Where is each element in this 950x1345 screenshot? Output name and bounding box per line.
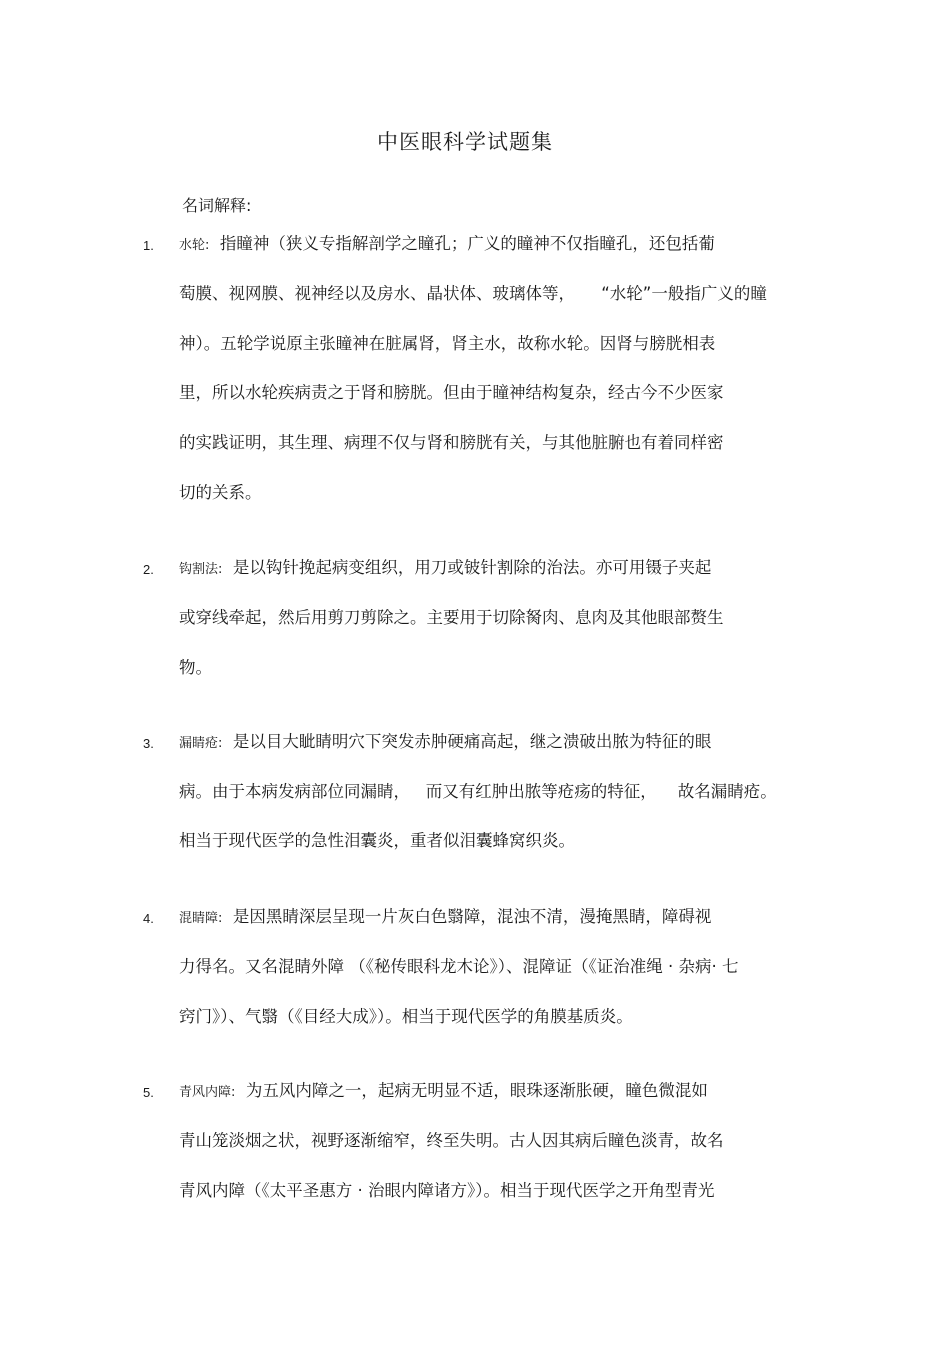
entry-line (179, 1078, 708, 1104)
entry-number: 2. (143, 562, 154, 577)
entry-line: 病。由于本病发病部位同漏睛， 而又有红肿出脓等疮疡的特征， 故名漏睛疮。 (179, 782, 777, 801)
entry-text: 是因黑睛深层呈现一片灰白色翳障，混浊不清，漫掩黑睛，障碍视 (222, 907, 712, 926)
entry-number: 5. (143, 1085, 154, 1100)
entry-line: 的实践证明，其生理、病理不仅与肾和膀胱有关，与其他脏腑也有着同样密 (179, 433, 724, 452)
entry-text: 是以目大眦睛明穴下突发赤肿硬痛高起，继之溃破出脓为特征的眼 (222, 732, 712, 751)
entry-line: 相当于现代医学的急性泪囊炎，重者似泪囊蜂窝织炎。 (179, 831, 575, 850)
entry-line (179, 555, 711, 581)
entry-term: 钩割法: (179, 562, 223, 577)
entry-line: 力得名。又名混睛外障 （《秘传眼科龙木论》）、混障证（《证治准绳 · 杂病· 七 (179, 957, 739, 976)
entry-number: 1. (143, 238, 154, 253)
entry-line (179, 729, 711, 755)
entry-line: 神）。五轮学说原主张瞳神在脏属肾，肾主水，故称水轮。因肾与膀胱相表 (179, 334, 716, 353)
entry-number: 3. (143, 736, 154, 751)
entry-term: 青风内障: (179, 1085, 236, 1100)
entry-line: 或穿线牵起，然后用剪刀剪除之。主要用于切除胬肉、息肉及其他眼部赘生 (179, 608, 724, 627)
entry-line (179, 904, 711, 930)
entry-line: 切的关系。 (179, 483, 262, 502)
entry-line (179, 231, 715, 257)
entry-text: 指瞳神（狭义专指解剖学之瞳孔；广义的瞳神不仅指瞳孔，还包括葡 (209, 234, 715, 253)
entry-text: 为五风内障之一，起病无明显不适，眼珠逐渐胀硬，瞳色微混如 (235, 1081, 708, 1100)
entry-number: 4. (143, 911, 154, 926)
entry-line: 物。 (179, 658, 212, 677)
entry-term: 水轮: (179, 238, 210, 253)
entry-line: 窍门》）、气翳（《目经大成》）。相当于现代医学的角膜基质炎。 (179, 1007, 633, 1026)
entry-line: 青风内障（《太平圣惠方 · 治眼内障诸方》）。相当于现代医学之开角型青光 (179, 1181, 715, 1200)
entry-line: 萄膜、视网膜、视神经以及房水、晶状体、玻璃体等， “水轮”一般指广义的瞳 (179, 284, 767, 303)
entry-term: 混睛障: (179, 911, 223, 926)
section-heading: 名词解释: (182, 196, 252, 215)
entry-line: 青山笼淡烟之状，视野逐渐缩窄，终至失明。古人因其病后瞳色淡青，故名 (179, 1131, 724, 1150)
page-title: 中医眼科学试题集 (377, 130, 553, 154)
entry-line: 里，所以水轮疾病责之于肾和膀胱。但由于瞳神结构复杂，经古今不少医家 (179, 383, 724, 402)
entry-text: 是以钩针挽起病变组织，用刀或铍针割除的治法。亦可用镊子夹起 (222, 558, 712, 577)
entry-term: 漏睛疮: (179, 736, 223, 751)
